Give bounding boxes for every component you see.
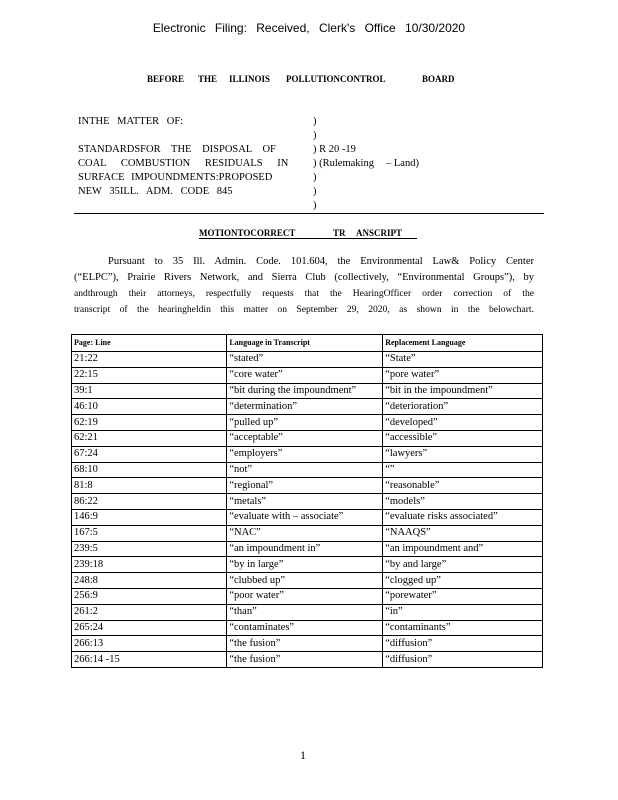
header-before: BEFORE [147,74,185,84]
cell-page-line: 248:8 [72,573,227,589]
cell-page-line: 265:24 [72,620,227,636]
cell-page-line: 62:21 [72,430,227,446]
cell-page-line: 46:10 [72,399,227,415]
table-row [72,415,543,431]
caption-line-1: STANDARDSFOR THE DISPOSAL OF [78,144,276,155]
caption-rulemaking: ) (Rulemaking [313,158,374,169]
cell-replacement-language: “State” [383,352,543,368]
caption-paren-1: ) [313,116,317,127]
cell-transcript-language: “regional” [227,478,383,494]
cell-page-line: 86:22 [72,494,227,510]
cell-transcript-language: “contaminates” [227,620,383,636]
cell-replacement-language: “accessible” [383,430,543,446]
table-row [72,383,543,399]
table-row [72,446,543,462]
table-row [72,478,543,494]
page-number: 1 [300,748,306,762]
table-row [72,541,543,557]
cell-replacement-language: “an impoundment and” [383,541,543,557]
cell-transcript-language: “than” [227,604,383,620]
table-row [72,509,543,525]
table-row [72,620,543,636]
body-line-4: transcript of the hearingheldin this matter on September 29, 2020, as shown in the belowchart. [74,304,534,315]
motion-title-part1: MOTIONTOCORRECT [199,228,296,238]
cell-transcript-language: “bit during the impoundment” [227,383,383,399]
cell-transcript-language: “not” [227,462,383,478]
cell-page-line: 21:22 [72,352,227,368]
cell-page-line: 62:19 [72,415,227,431]
table-row [72,573,543,589]
cell-replacement-language: “clogged up” [383,573,543,589]
cell-replacement-language: “models” [383,494,543,510]
caption-line-3: SURFACE IMPOUNDMENTS:PROPOSED [78,172,273,183]
table-row [72,430,543,446]
cell-replacement-language: “contaminants” [383,620,543,636]
cell-replacement-language: “evaluate risks associated” [383,509,543,525]
caption-paren-2: ) [313,130,317,141]
body-line-2: (“ELPC”), Prairie Rivers Network, and Sierra Club (collectively, “Environmental Groups”), by [74,272,534,283]
cell-page-line: 239:5 [72,541,227,557]
cell-replacement-language: “developed” [383,415,543,431]
table-header-row [72,335,543,352]
cell-transcript-language: “by in large” [227,557,383,573]
body-line-1: Pursuant to 35 Ill. Admin. Code. 101.604, the Environmental Law& Policy Center [108,256,534,267]
table-row [72,462,543,478]
cell-transcript-language: “poor water” [227,588,383,604]
cell-page-line: 67:24 [72,446,227,462]
caption-line-4: NEW 35ILL. ADM. CODE 845 [78,186,233,197]
cell-transcript-language: “clubbed up” [227,573,383,589]
table-row [72,557,543,573]
motion-title-underline [199,238,417,239]
cell-replacement-language: “diffusion” [383,652,543,668]
cell-page-line: 68:10 [72,462,227,478]
cell-replacement-language: “NAAQS” [383,525,543,541]
header-replacement-language: Replacement Language [383,335,543,352]
table-row [72,604,543,620]
cell-page-line: 22:15 [72,367,227,383]
cell-page-line: 266:14 -15 [72,652,227,668]
caption-line-2: COAL COMBUSTION RESIDUALS IN [78,158,289,169]
cell-replacement-language: “porewater” [383,588,543,604]
table-row [72,367,543,383]
cell-replacement-language: “bit in the impoundment” [383,383,543,399]
table-row [72,636,543,652]
header-board: BOARD [422,74,455,84]
body-line-3: andthrough their attorneys, respectfully requests that the HearingOfficer order correction of the [74,288,534,299]
caption-land: – Land) [386,158,419,169]
cell-page-line: 266:13 [72,636,227,652]
cell-transcript-language: “metals” [227,494,383,510]
cell-transcript-language: “acceptable” [227,430,383,446]
cell-replacement-language: “pore water” [383,367,543,383]
cell-replacement-language: “” [383,462,543,478]
caption-docket: ) R 20 -19 [313,144,356,155]
cell-replacement-language: “in” [383,604,543,620]
caption-divider [74,213,544,214]
table-row [72,588,543,604]
cell-transcript-language: “the fusion” [227,636,383,652]
cell-page-line: 239:18 [72,557,227,573]
table-row [72,399,543,415]
header-page-line: Page: Line [72,335,227,352]
header-the: THE [198,74,218,84]
cell-replacement-language: “reasonable” [383,478,543,494]
filing-stamp: Electronic Filing: Received, Clerk's Office 10/30/2020 [152,21,466,35]
cell-page-line: 167:5 [72,525,227,541]
table-row [72,352,543,368]
table-row [72,494,543,510]
cell-replacement-language: “lawyers” [383,446,543,462]
table-body [72,352,543,668]
motion-title-part2: TR [333,228,346,238]
cell-transcript-language: “determination” [227,399,383,415]
table-row [72,652,543,668]
cell-page-line: 81:8 [72,478,227,494]
cell-replacement-language: “by and large” [383,557,543,573]
table-row [72,525,543,541]
caption-paren-4: ) [313,186,317,197]
cell-transcript-language: “evaluate with – associate” [227,509,383,525]
cell-transcript-language: “employers” [227,446,383,462]
motion-title-part3: ANSCRIPT [356,228,403,238]
cell-page-line: 261:2 [72,604,227,620]
cell-replacement-language: “deterioration” [383,399,543,415]
cell-transcript-language: “stated” [227,352,383,368]
cell-page-line: 256:9 [72,588,227,604]
caption-paren-5: ) [313,200,317,211]
header-language-in-transcript: Language in Transcript [227,335,383,352]
correction-table [71,334,543,668]
cell-transcript-language: “NAC” [227,525,383,541]
cell-transcript-language: “core water” [227,367,383,383]
cell-page-line: 39:1 [72,383,227,399]
cell-replacement-language: “diffusion” [383,636,543,652]
header-illinois: ILLINOIS [229,74,271,84]
cell-transcript-language: “pulled up” [227,415,383,431]
cell-transcript-language: “an impoundment in” [227,541,383,557]
header-pollution-control: POLLUTIONCONTROL [286,74,386,84]
caption-in-the-matter: INTHE MATTER OF: [78,116,184,127]
caption-paren-3: ) [313,172,317,183]
cell-page-line: 146:9 [72,509,227,525]
cell-transcript-language: “the fusion” [227,652,383,668]
